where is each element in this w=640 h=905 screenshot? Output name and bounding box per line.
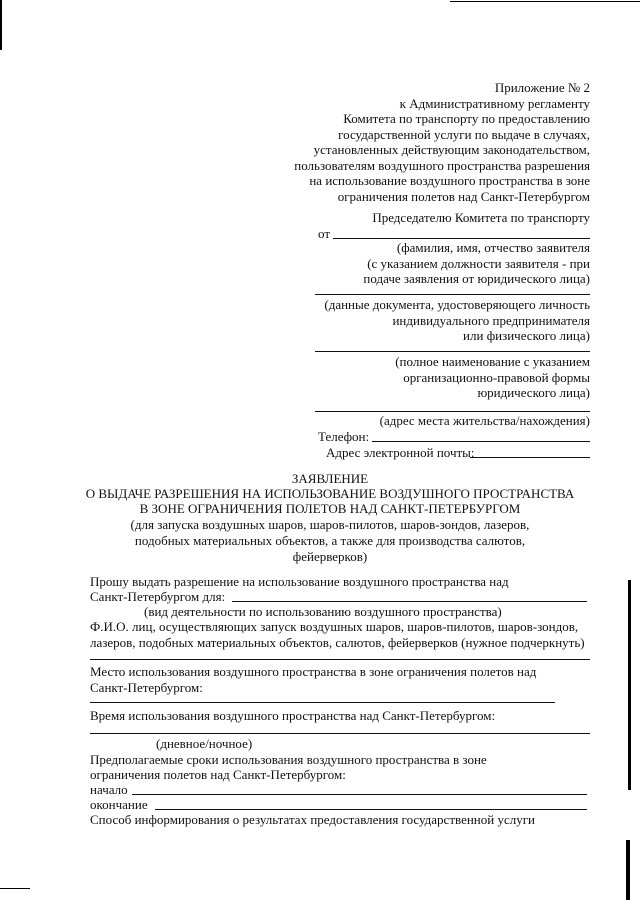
document-heading: ЗАЯВЛЕНИЕ	[291, 471, 369, 486]
document-subtitle-line: (для запуска воздушных шаров, шаров-пилотов, шаров-зондов, лазеров,	[130, 517, 530, 532]
fio-line: лазеров, подобных материальных объектов, салютов, фейерверков (нужное подчеркнуть)	[90, 635, 585, 650]
start-date-field[interactable]	[132, 794, 587, 795]
document-title-line: В ЗОНЕ ОГРАНИЧЕНИЯ ПОЛЕТОВ НАД САНКТ-ПЕТЕРБУРГОМ	[139, 501, 521, 516]
scan-edge-mark-top-left	[0, 0, 2, 50]
org-hint-line: (полное наименование с указанием	[395, 354, 590, 369]
applicant-hint	[363, 240, 590, 287]
appendix-line: Приложение № 2	[494, 80, 590, 95]
place-line: Место использования воздушного пространства в зоне ограничения полетов над	[90, 664, 537, 679]
document-title-line: О ВЫДАЧЕ РАЗРЕШЕНИЯ НА ИСПОЛЬЗОВАНИЕ ВОЗДУШНОГО ПРОСТРАНСТВА	[85, 486, 575, 501]
scan-edge-mark-right-bottom	[626, 840, 630, 900]
time-line: Время использования воздушного пространства над Санкт-Петербургом:	[90, 708, 496, 723]
scan-edge-mark-right	[628, 580, 631, 790]
applicant-hint-line: (с указанием должности заявителя - при	[367, 255, 590, 271]
appendix-line: к Административному регламенту	[399, 95, 590, 111]
addressee-to: Председателю Комитета по транспорту	[372, 210, 590, 225]
email-label: Адрес электронной почты:	[326, 445, 475, 460]
organization-name-field[interactable]	[315, 351, 590, 352]
appendix-line: ограничения полетов над Санкт-Петербургом	[337, 188, 590, 204]
document-hint	[324, 297, 590, 344]
activity-field[interactable]	[232, 601, 587, 602]
applicant-hint-line: подаче заявления от юридического лица)	[363, 271, 590, 286]
inform-line: Способ информирования о результатах предоставления государственной услуги	[90, 812, 536, 827]
address-hint: (адрес места жительства/нахождения)	[379, 413, 590, 428]
terms-line: ограничения полетов над Санкт-Петербургом:	[90, 767, 346, 782]
phone-label: Телефон:	[318, 429, 370, 444]
org-hint-line: юридического лица)	[477, 385, 590, 400]
day-night-hint: (дневное/ночное)	[156, 736, 253, 751]
org-hint	[395, 354, 590, 401]
request-line: Прошу выдать разрешение на использование воздушного пространства над	[90, 574, 509, 589]
fio-field[interactable]	[90, 659, 590, 660]
email-field[interactable]	[470, 457, 590, 458]
appendix-line: государственной услуги по выдаче в случаях,	[338, 126, 590, 142]
document-subtitle-line: подобных материальных объектов, а также для производства салютов,	[134, 533, 526, 548]
terms-line: Предполагаемые сроки использования воздушного пространства в зоне	[90, 752, 487, 767]
from-label: от	[318, 226, 331, 241]
time-field[interactable]	[90, 733, 590, 734]
applicant-name-field[interactable]	[333, 238, 590, 239]
document-hint-line: индивидуального предпринимателя	[392, 312, 590, 328]
scan-edge-mark-bottom-left	[0, 888, 30, 889]
identity-document-field[interactable]	[315, 294, 590, 295]
document-subtitle-line: фейерверков)	[292, 549, 368, 564]
activity-hint: (вид деятельности по использованию воздушного пространства)	[144, 604, 502, 619]
fio-line: Ф.И.О. лиц, осуществляющих запуск воздушных шаров, шаров-пилотов, шаров-зондов,	[90, 619, 579, 634]
applicant-hint-line: (фамилия, имя, отчество заявителя	[396, 240, 590, 255]
appendix-line: Комитета по транспорту по предоставлению	[343, 111, 590, 126]
start-label: начало	[90, 782, 128, 797]
document-hint-line: или физического лица)	[463, 328, 590, 343]
end-label: окончание	[90, 797, 148, 812]
appendix-line: пользователям воздушного пространства разрешения	[294, 157, 590, 173]
org-hint-line: организационно-правовой формы	[403, 369, 590, 385]
scan-edge-mark-top-right	[450, 1, 640, 2]
place-line: Санкт-Петербургом:	[90, 680, 203, 695]
place-field[interactable]	[90, 702, 555, 703]
appendix-line: установленных действующим законодательством,	[313, 142, 590, 157]
document-hint-line: (данные документа, удостоверяющего личность	[324, 297, 590, 312]
appendix-line: на использование воздушного пространства в зоне	[309, 173, 590, 188]
phone-field[interactable]	[372, 441, 590, 442]
appendix-header	[294, 80, 590, 204]
end-date-field[interactable]	[155, 809, 587, 810]
request-line: Санкт-Петербургом для:	[90, 589, 226, 604]
address-field[interactable]	[315, 411, 590, 412]
